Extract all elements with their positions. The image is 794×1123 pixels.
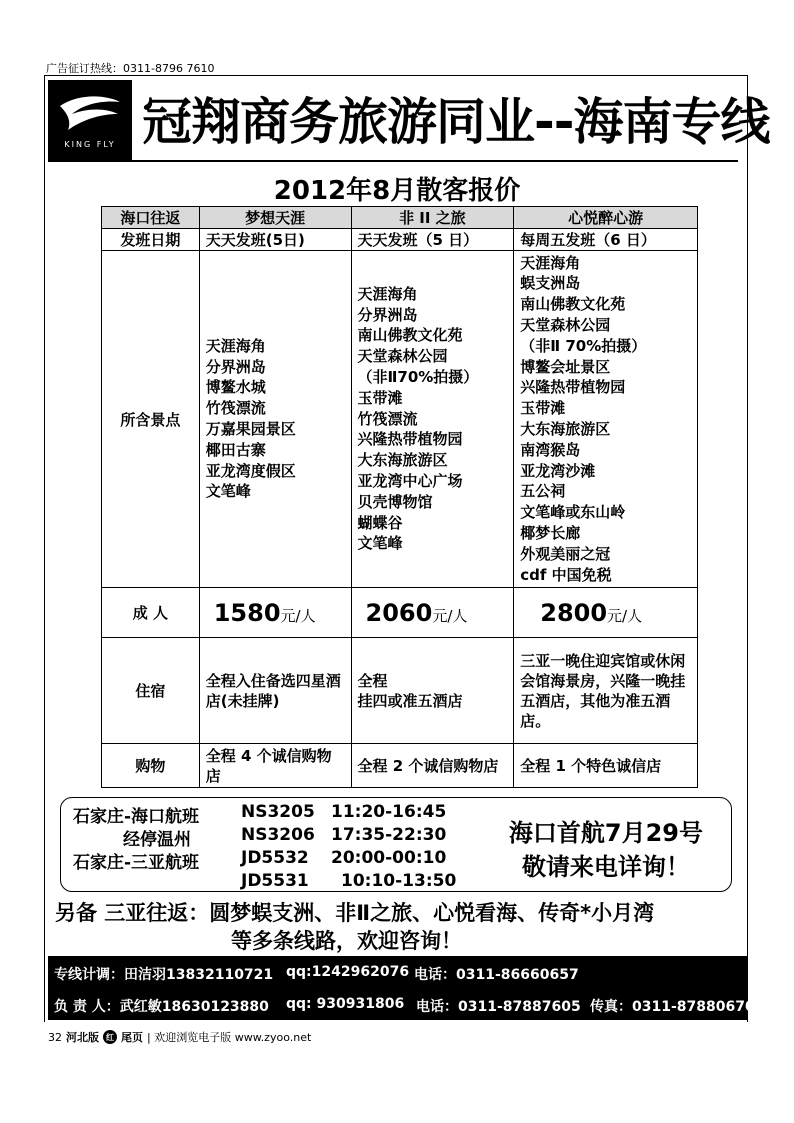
manager-qq: qq: 930931806 [286, 996, 405, 1012]
attraction-item: 蜈支洲岛 [520, 274, 581, 293]
header-cell: 海口往返 [102, 207, 200, 229]
flight-name: 经停温州 [123, 830, 191, 850]
flight-code: NS3206 [241, 825, 315, 845]
wing-icon [58, 92, 122, 136]
price-amount: 2060 [365, 598, 433, 627]
attraction-item: 玉带滩 [520, 399, 566, 418]
flight-name: 石家庄-三亚航班 [73, 853, 200, 873]
flight-time: 10:10-13:50 [341, 871, 457, 891]
attraction-item: 万嘉果园景区 [205, 420, 296, 438]
shopping-cell: 全程 4 个诚信购物店 [199, 744, 351, 788]
attraction-item: 竹筏漂流 [205, 399, 266, 418]
table-header-row [102, 207, 698, 229]
attraction-item: 亚龙湾沙滩 [520, 461, 596, 480]
flight-time: 11:20-16:45 [331, 802, 447, 822]
welcome-text: | 欢迎浏览电子版 www.zyoo.net [147, 1031, 312, 1044]
contact-bar [48, 956, 755, 1020]
attraction-item: 大东海旅游区 [357, 451, 448, 470]
adult-price-row [102, 588, 698, 638]
attraction-item: 椰田古寨 [205, 440, 266, 459]
manager-phone: 电话：0311-87887605 [416, 999, 581, 1015]
attraction-item: （非Ⅱ 70%拍摄） [520, 336, 647, 355]
planner-phone: 电话：0311-86660657 [414, 967, 579, 983]
attraction-item: 蝴蝶谷 [357, 513, 403, 532]
schedule-cell: 天天发班（5 日） [351, 229, 514, 251]
flight-time: 20:00-00:10 [331, 848, 447, 868]
schedule-row [102, 229, 698, 251]
page-footer [48, 1029, 311, 1045]
attraction-list [514, 253, 697, 586]
row-label: 发班日期 [102, 229, 200, 251]
price-amount: 2800 [540, 598, 608, 627]
top-rule [44, 75, 748, 76]
flight-code: JD5531 [241, 871, 309, 891]
attraction-item: 天堂森林公园 [520, 316, 611, 335]
attraction-item: 天涯海角 [520, 253, 581, 272]
attraction-item: 兴隆热带植物园 [520, 378, 626, 397]
shopping-cell: 全程 2 个诚信购物店 [351, 744, 514, 788]
lodging-cell: 三亚一晚住迎宾馆或休闲会馆海景房，兴隆一晚挂五酒店，其他为准五酒店。 [514, 638, 698, 744]
edition-label: 河北版 [66, 1031, 99, 1044]
extra-routes-line2: 等多条线路，欢迎咨询！ [231, 929, 462, 953]
section-label: 尾页 [121, 1031, 143, 1044]
attraction-item: 分界洲岛 [205, 357, 266, 376]
attraction-item: 椰梦长廊 [520, 523, 581, 542]
attractions-cell [199, 251, 351, 588]
attraction-list [352, 284, 514, 554]
first-flight-date: 海口首航7月29号 [508, 819, 703, 847]
schedule-cell: 天天发班(5日) [199, 229, 351, 251]
brand-title: 冠翔商务旅游同业--海南专线 [142, 93, 770, 151]
header-cell: 梦想天涯 [199, 207, 351, 229]
header [48, 80, 770, 162]
attractions-cell [514, 251, 698, 588]
attraction-item: 竹筏漂流 [357, 409, 418, 428]
first-flight-call: 敬请来电详询！ [521, 853, 690, 881]
row-label: 住宿 [102, 638, 200, 744]
price-title: 2012年8月散客报价 [273, 176, 521, 206]
king-fly-logo [48, 80, 132, 160]
planner-qq: qq:1242962076 [286, 964, 410, 980]
attraction-item: 外观美丽之冠 [520, 544, 611, 563]
attractions-cell [351, 251, 514, 588]
flight-code: NS3205 [241, 802, 315, 822]
attraction-item: 天涯海角 [357, 284, 418, 303]
attraction-item: 玉带滩 [357, 388, 403, 407]
price-table [101, 206, 698, 788]
manager-contact: 负 责 人：武红敏18630123880 [54, 999, 269, 1015]
price-amount: 1580 [213, 598, 281, 627]
attraction-item: 亚龙湾度假区 [205, 461, 296, 480]
attraction-item: 文笔峰 [357, 534, 403, 553]
planner-contact: 专线计调：田洁羽13832110721 [54, 967, 274, 983]
row-label: 所含景点 [102, 251, 200, 588]
attraction-item: 兴隆热带植物园 [357, 430, 463, 449]
flight-name: 石家庄-海口航班 [73, 807, 200, 827]
header-cell: 心悦醉心游 [514, 207, 698, 229]
lodging-cell: 全程入住备选四星酒店(未挂牌) [199, 638, 351, 744]
shopping-row [102, 744, 698, 788]
attraction-item: 南湾猴岛 [520, 440, 581, 459]
attractions-row [102, 251, 698, 588]
header-rule [48, 160, 738, 162]
header-cell: 非 II 之旅 [351, 207, 514, 229]
first-flight-notice [509, 816, 703, 884]
extra-routes [55, 899, 654, 955]
extra-routes-line1: 另备 三亚往返：圆梦蜈支洲、非Ⅱ之旅、心悦看海、传奇*小月湾 [55, 901, 655, 925]
attraction-item: 五公祠 [520, 482, 566, 501]
schedule-cell: 每周五发班（6 日） [514, 229, 698, 251]
attraction-item: 南山佛教文化苑 [520, 295, 626, 314]
attraction-item: 天堂森林公园 [357, 347, 448, 366]
row-label: 购物 [102, 744, 200, 788]
attraction-item: cdf 中国免税 [520, 565, 612, 584]
attraction-item: 贝壳博物馆 [357, 492, 433, 511]
attraction-item: 分界洲岛 [357, 305, 418, 324]
price-unit: 元/人 [432, 606, 468, 625]
attraction-list [200, 336, 351, 502]
row-label: 成 人 [102, 588, 200, 638]
red-badge-icon: 红 [103, 1030, 117, 1044]
attraction-item: 博鳌水城 [205, 378, 266, 397]
price-unit: 元/人 [280, 606, 316, 625]
price-unit: 元/人 [607, 606, 643, 625]
price-cell [199, 588, 351, 638]
attraction-item: （非Ⅱ70%拍摄） [357, 368, 479, 386]
lodging-row [102, 638, 698, 744]
attraction-item: 博鳌会址景区 [520, 357, 611, 376]
attraction-item: 文笔峰或东山岭 [520, 503, 626, 522]
flight-code: JD5532 [241, 848, 309, 868]
ad-hotline: 广告征订热线：0311-8796 7610 [46, 62, 215, 75]
attraction-item: 大东海旅游区 [520, 420, 611, 438]
lodging-cell: 全程 挂四或准五酒店 [351, 638, 514, 744]
attraction-item: 南山佛教文化苑 [357, 326, 463, 345]
attraction-item: 文笔峰 [205, 482, 251, 501]
logo-text: KING FLY [64, 139, 116, 149]
page-number: 32 [48, 1030, 62, 1044]
price-cell [514, 588, 698, 638]
flights-box [60, 797, 732, 892]
shopping-cell: 全程 1 个特色诚信店 [514, 744, 698, 788]
attraction-item: 亚龙湾中心广场 [357, 471, 463, 490]
manager-fax: 传真：0311-87880670 [590, 999, 755, 1015]
flight-time: 17:35-22:30 [331, 825, 447, 845]
price-cell [351, 588, 514, 638]
attraction-item: 天涯海角 [205, 336, 266, 355]
